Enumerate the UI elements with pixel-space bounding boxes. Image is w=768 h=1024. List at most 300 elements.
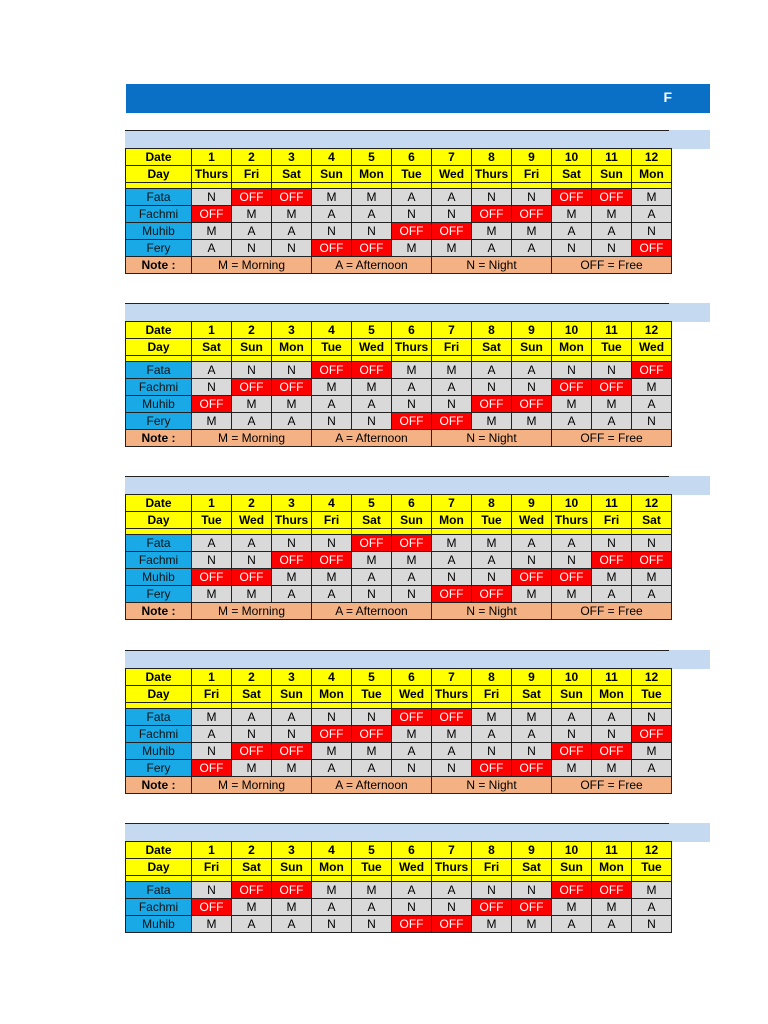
shift-cell: A	[272, 223, 312, 240]
shift-cell: N	[512, 379, 552, 396]
shift-cell: OFF	[192, 569, 232, 586]
shift-cell: M	[512, 709, 552, 726]
shift-cell: N	[312, 223, 352, 240]
shift-cell: A	[472, 552, 512, 569]
schedule-table	[125, 321, 672, 447]
date-cell: 3	[272, 842, 312, 859]
title-banner	[126, 84, 710, 113]
shift-cell: M	[392, 362, 432, 379]
shift-cell: A	[632, 206, 672, 223]
staff-row	[126, 552, 672, 569]
day-cell: Thurs	[552, 512, 592, 529]
date-cell: 1	[192, 669, 232, 686]
shift-cell: M	[352, 552, 392, 569]
shift-cell: N	[432, 569, 472, 586]
legend-night: N = Night	[432, 430, 552, 447]
shift-cell: N	[512, 743, 552, 760]
shift-cell: OFF	[272, 189, 312, 206]
shift-cell: A	[552, 535, 592, 552]
shift-cell: OFF	[552, 569, 592, 586]
date-cell: 11	[592, 149, 632, 166]
shift-cell: A	[272, 586, 312, 603]
date-cell: 4	[312, 322, 352, 339]
date-cell: 3	[272, 495, 312, 512]
shift-cell: M	[632, 743, 672, 760]
shift-cell: N	[632, 413, 672, 430]
day-cell: Sat	[272, 166, 312, 183]
day-cell: Sun	[552, 686, 592, 703]
shift-cell: OFF	[592, 552, 632, 569]
day-label: Day	[126, 339, 192, 356]
shift-cell: M	[272, 760, 312, 777]
shift-cell: A	[432, 882, 472, 899]
shift-cell: A	[272, 709, 312, 726]
shift-cell: N	[432, 396, 472, 413]
shift-cell: N	[232, 240, 272, 257]
day-cell: Mon	[432, 512, 472, 529]
date-cell: 6	[392, 322, 432, 339]
date-cell: 7	[432, 842, 472, 859]
staff-name: Fery	[126, 240, 192, 257]
day-cell: Mon	[592, 859, 632, 876]
day-cell: Mon	[632, 166, 672, 183]
date-cell: 4	[312, 669, 352, 686]
date-cell: 10	[552, 322, 592, 339]
block-header-strip	[125, 476, 710, 495]
date-cell: 11	[592, 842, 632, 859]
day-cell: Sun	[552, 859, 592, 876]
shift-cell: OFF	[312, 552, 352, 569]
block-top-border	[125, 476, 669, 477]
shift-cell: N	[272, 240, 312, 257]
staff-row	[126, 396, 672, 413]
shift-cell: A	[192, 535, 232, 552]
date-row	[126, 495, 672, 512]
date-cell: 10	[552, 842, 592, 859]
shift-cell: M	[312, 882, 352, 899]
day-cell: Tue	[632, 859, 672, 876]
shift-cell: OFF	[392, 413, 432, 430]
shift-cell: A	[432, 552, 472, 569]
day-cell: Mon	[312, 859, 352, 876]
shift-cell: N	[592, 535, 632, 552]
date-cell: 8	[472, 495, 512, 512]
shift-cell: OFF	[232, 882, 272, 899]
shift-cell: OFF	[632, 552, 672, 569]
shift-cell: M	[592, 569, 632, 586]
date-label: Date	[126, 842, 192, 859]
date-cell: 8	[472, 669, 512, 686]
shift-cell: N	[352, 413, 392, 430]
schedule-table	[125, 494, 672, 620]
shift-cell: N	[592, 362, 632, 379]
day-cell: Sat	[512, 859, 552, 876]
shift-cell: N	[552, 240, 592, 257]
shift-cell: A	[192, 362, 232, 379]
day-cell: Sun	[592, 166, 632, 183]
shift-cell: N	[232, 362, 272, 379]
day-label: Day	[126, 859, 192, 876]
day-cell: Tue	[192, 512, 232, 529]
shift-cell: OFF	[272, 379, 312, 396]
day-cell: Fri	[472, 859, 512, 876]
shift-cell: OFF	[232, 569, 272, 586]
shift-cell: M	[232, 899, 272, 916]
staff-row	[126, 240, 672, 257]
shift-cell: M	[232, 206, 272, 223]
shift-cell: OFF	[472, 586, 512, 603]
shift-cell: N	[592, 240, 632, 257]
shift-cell: N	[192, 743, 232, 760]
block-top-border	[125, 130, 669, 131]
date-cell: 2	[232, 669, 272, 686]
shift-cell: A	[592, 223, 632, 240]
day-cell: Wed	[432, 166, 472, 183]
staff-name: Fery	[126, 586, 192, 603]
shift-cell: M	[232, 586, 272, 603]
staff-name: Fachmi	[126, 726, 192, 743]
shift-cell: OFF	[512, 569, 552, 586]
shift-cell: OFF	[552, 882, 592, 899]
schedule-table	[125, 668, 672, 794]
block-header-strip	[125, 650, 710, 669]
day-cell: Sun	[392, 512, 432, 529]
shift-cell: OFF	[432, 916, 472, 933]
date-cell: 11	[592, 669, 632, 686]
shift-cell: A	[472, 362, 512, 379]
day-cell: Tue	[312, 339, 352, 356]
staff-name: Fata	[126, 709, 192, 726]
shift-cell: N	[192, 379, 232, 396]
shift-cell: M	[552, 206, 592, 223]
shift-cell: M	[192, 223, 232, 240]
staff-row	[126, 413, 672, 430]
day-cell: Sat	[512, 686, 552, 703]
shift-cell: M	[312, 379, 352, 396]
shift-cell: N	[272, 362, 312, 379]
shift-cell: OFF	[192, 899, 232, 916]
shift-cell: M	[432, 726, 472, 743]
shift-cell: OFF	[632, 362, 672, 379]
shift-cell: M	[512, 223, 552, 240]
shift-cell: A	[592, 586, 632, 603]
shift-cell: M	[472, 709, 512, 726]
shift-cell: OFF	[312, 362, 352, 379]
day-row	[126, 339, 672, 356]
shift-cell: OFF	[392, 535, 432, 552]
shift-cell: M	[392, 726, 432, 743]
legend-row	[126, 257, 672, 274]
shift-cell: N	[632, 709, 672, 726]
shift-cell: N	[352, 586, 392, 603]
shift-cell: A	[272, 916, 312, 933]
shift-cell: OFF	[312, 240, 352, 257]
shift-cell: N	[472, 189, 512, 206]
staff-name: Fery	[126, 760, 192, 777]
day-cell: Wed	[512, 512, 552, 529]
shift-cell: M	[552, 586, 592, 603]
shift-cell: OFF	[512, 206, 552, 223]
shift-cell: A	[392, 379, 432, 396]
shift-cell: M	[552, 760, 592, 777]
shift-cell: N	[512, 189, 552, 206]
date-cell: 2	[232, 842, 272, 859]
date-cell: 5	[352, 322, 392, 339]
day-cell: Fri	[312, 512, 352, 529]
shift-cell: M	[632, 189, 672, 206]
shift-cell: OFF	[432, 586, 472, 603]
shift-cell: N	[232, 552, 272, 569]
date-cell: 3	[272, 669, 312, 686]
shift-cell: M	[592, 760, 632, 777]
legend-morning: M = Morning	[192, 603, 312, 620]
shift-cell: N	[312, 709, 352, 726]
shift-cell: OFF	[552, 743, 592, 760]
shift-cell: A	[592, 413, 632, 430]
shift-cell: A	[352, 899, 392, 916]
legend-afternoon: A = Afternoon	[312, 603, 432, 620]
legend-off: OFF = Free	[552, 777, 672, 794]
shift-cell: OFF	[272, 552, 312, 569]
shift-cell: M	[352, 379, 392, 396]
shift-cell: M	[592, 899, 632, 916]
date-cell: 1	[192, 495, 232, 512]
shift-cell: OFF	[392, 223, 432, 240]
date-cell: 10	[552, 149, 592, 166]
day-cell: Fri	[512, 166, 552, 183]
date-cell: 11	[592, 322, 632, 339]
shift-cell: M	[312, 569, 352, 586]
shift-cell: A	[632, 396, 672, 413]
shift-cell: N	[432, 760, 472, 777]
shift-cell: A	[512, 535, 552, 552]
legend-morning: M = Morning	[192, 257, 312, 274]
date-cell: 2	[232, 495, 272, 512]
shift-cell: A	[312, 586, 352, 603]
day-label: Day	[126, 686, 192, 703]
day-cell: Sun	[272, 686, 312, 703]
date-cell: 8	[472, 322, 512, 339]
day-cell: Sat	[232, 686, 272, 703]
shift-cell: OFF	[272, 743, 312, 760]
shift-cell: N	[312, 916, 352, 933]
day-cell: Sat	[232, 859, 272, 876]
day-cell: Fri	[192, 686, 232, 703]
shift-cell: M	[632, 882, 672, 899]
block-top-border	[125, 303, 669, 304]
shift-cell: N	[312, 413, 352, 430]
staff-row	[126, 223, 672, 240]
day-cell: Tue	[392, 166, 432, 183]
staff-row	[126, 726, 672, 743]
date-cell: 9	[512, 149, 552, 166]
date-cell: 3	[272, 322, 312, 339]
date-cell: 8	[472, 149, 512, 166]
day-cell: Mon	[272, 339, 312, 356]
shift-cell: OFF	[472, 899, 512, 916]
shift-cell: A	[512, 240, 552, 257]
date-cell: 12	[632, 495, 672, 512]
shift-cell: M	[512, 413, 552, 430]
day-cell: Tue	[352, 859, 392, 876]
note-label: Note :	[126, 257, 192, 274]
staff-name: Muhib	[126, 223, 192, 240]
shift-cell: N	[192, 552, 232, 569]
shift-cell: A	[512, 726, 552, 743]
staff-row	[126, 586, 672, 603]
shift-cell: OFF	[512, 899, 552, 916]
shift-cell: N	[632, 916, 672, 933]
day-label: Day	[126, 166, 192, 183]
staff-name: Fachmi	[126, 206, 192, 223]
shift-cell: A	[432, 379, 472, 396]
shift-cell: M	[192, 709, 232, 726]
shift-cell: M	[512, 586, 552, 603]
shift-cell: A	[232, 413, 272, 430]
date-cell: 7	[432, 322, 472, 339]
shift-cell: A	[552, 916, 592, 933]
staff-row	[126, 535, 672, 552]
date-cell: 4	[312, 842, 352, 859]
shift-cell: A	[232, 535, 272, 552]
staff-name: Muhib	[126, 743, 192, 760]
staff-name: Fachmi	[126, 899, 192, 916]
shift-cell: A	[552, 413, 592, 430]
shift-cell: M	[392, 240, 432, 257]
day-cell: Sat	[472, 339, 512, 356]
date-cell: 6	[392, 842, 432, 859]
legend-off: OFF = Free	[552, 257, 672, 274]
shift-cell: M	[472, 413, 512, 430]
shift-cell: N	[552, 552, 592, 569]
shift-cell: A	[352, 396, 392, 413]
shift-cell: M	[632, 379, 672, 396]
shift-cell: A	[592, 709, 632, 726]
shift-cell: A	[472, 726, 512, 743]
shift-cell: OFF	[512, 396, 552, 413]
staff-row	[126, 760, 672, 777]
date-cell: 11	[592, 495, 632, 512]
shift-cell: N	[432, 206, 472, 223]
shift-cell: OFF	[632, 726, 672, 743]
date-cell: 7	[432, 149, 472, 166]
staff-row	[126, 569, 672, 586]
day-cell: Fri	[592, 512, 632, 529]
day-row	[126, 859, 672, 876]
shift-cell: OFF	[232, 743, 272, 760]
date-label: Date	[126, 322, 192, 339]
shift-cell: OFF	[232, 379, 272, 396]
day-cell: Thurs	[392, 339, 432, 356]
shift-cell: OFF	[312, 726, 352, 743]
shift-cell: OFF	[352, 726, 392, 743]
legend-morning: M = Morning	[192, 430, 312, 447]
date-row	[126, 669, 672, 686]
shift-cell: OFF	[592, 379, 632, 396]
shift-cell: OFF	[592, 743, 632, 760]
legend-off: OFF = Free	[552, 603, 672, 620]
block-top-border	[125, 650, 669, 651]
staff-row	[126, 743, 672, 760]
day-cell: Tue	[592, 339, 632, 356]
shift-cell: M	[472, 916, 512, 933]
shift-cell: OFF	[592, 189, 632, 206]
date-cell: 4	[312, 495, 352, 512]
date-cell: 8	[472, 842, 512, 859]
date-cell: 2	[232, 149, 272, 166]
staff-name: Fery	[126, 413, 192, 430]
shift-cell: A	[552, 709, 592, 726]
shift-cell: A	[392, 569, 432, 586]
legend-night: N = Night	[432, 777, 552, 794]
day-cell: Fri	[432, 339, 472, 356]
shift-cell: N	[632, 535, 672, 552]
date-cell: 5	[352, 842, 392, 859]
day-cell: Sat	[192, 339, 232, 356]
date-row	[126, 149, 672, 166]
shift-cell: N	[392, 586, 432, 603]
date-cell: 3	[272, 149, 312, 166]
day-cell: Sun	[272, 859, 312, 876]
legend-off: OFF = Free	[552, 430, 672, 447]
date-cell: 2	[232, 322, 272, 339]
shift-cell: A	[392, 743, 432, 760]
shift-cell: OFF	[392, 916, 432, 933]
legend-afternoon: A = Afternoon	[312, 257, 432, 274]
day-cell: Wed	[352, 339, 392, 356]
shift-cell: OFF	[592, 882, 632, 899]
day-cell: Fri	[472, 686, 512, 703]
shift-cell: A	[232, 223, 272, 240]
shift-cell: M	[352, 189, 392, 206]
date-row	[126, 842, 672, 859]
day-cell: Sat	[552, 166, 592, 183]
block-header-strip	[125, 130, 710, 149]
shift-cell: A	[232, 709, 272, 726]
shift-cell: M	[272, 396, 312, 413]
staff-row	[126, 916, 672, 933]
shift-cell: A	[512, 362, 552, 379]
legend-night: N = Night	[432, 257, 552, 274]
shift-cell: A	[592, 916, 632, 933]
shift-cell: N	[472, 569, 512, 586]
shift-cell: A	[312, 760, 352, 777]
shift-cell: M	[312, 189, 352, 206]
date-cell: 10	[552, 669, 592, 686]
shift-cell: A	[472, 240, 512, 257]
date-cell: 1	[192, 149, 232, 166]
shift-cell: N	[352, 709, 392, 726]
shift-cell: N	[512, 882, 552, 899]
block-header-strip	[125, 303, 710, 322]
shift-cell: OFF	[352, 240, 392, 257]
shift-cell: OFF	[192, 760, 232, 777]
shift-cell: M	[352, 882, 392, 899]
shift-cell: N	[392, 899, 432, 916]
date-cell: 7	[432, 495, 472, 512]
shift-cell: OFF	[192, 206, 232, 223]
staff-name: Fata	[126, 189, 192, 206]
shift-cell: A	[632, 586, 672, 603]
shift-cell: A	[232, 916, 272, 933]
note-label: Note :	[126, 777, 192, 794]
shift-cell: A	[552, 223, 592, 240]
day-cell: Wed	[232, 512, 272, 529]
date-cell: 6	[392, 149, 432, 166]
shift-cell: N	[312, 535, 352, 552]
shift-cell: OFF	[352, 535, 392, 552]
date-cell: 9	[512, 669, 552, 686]
